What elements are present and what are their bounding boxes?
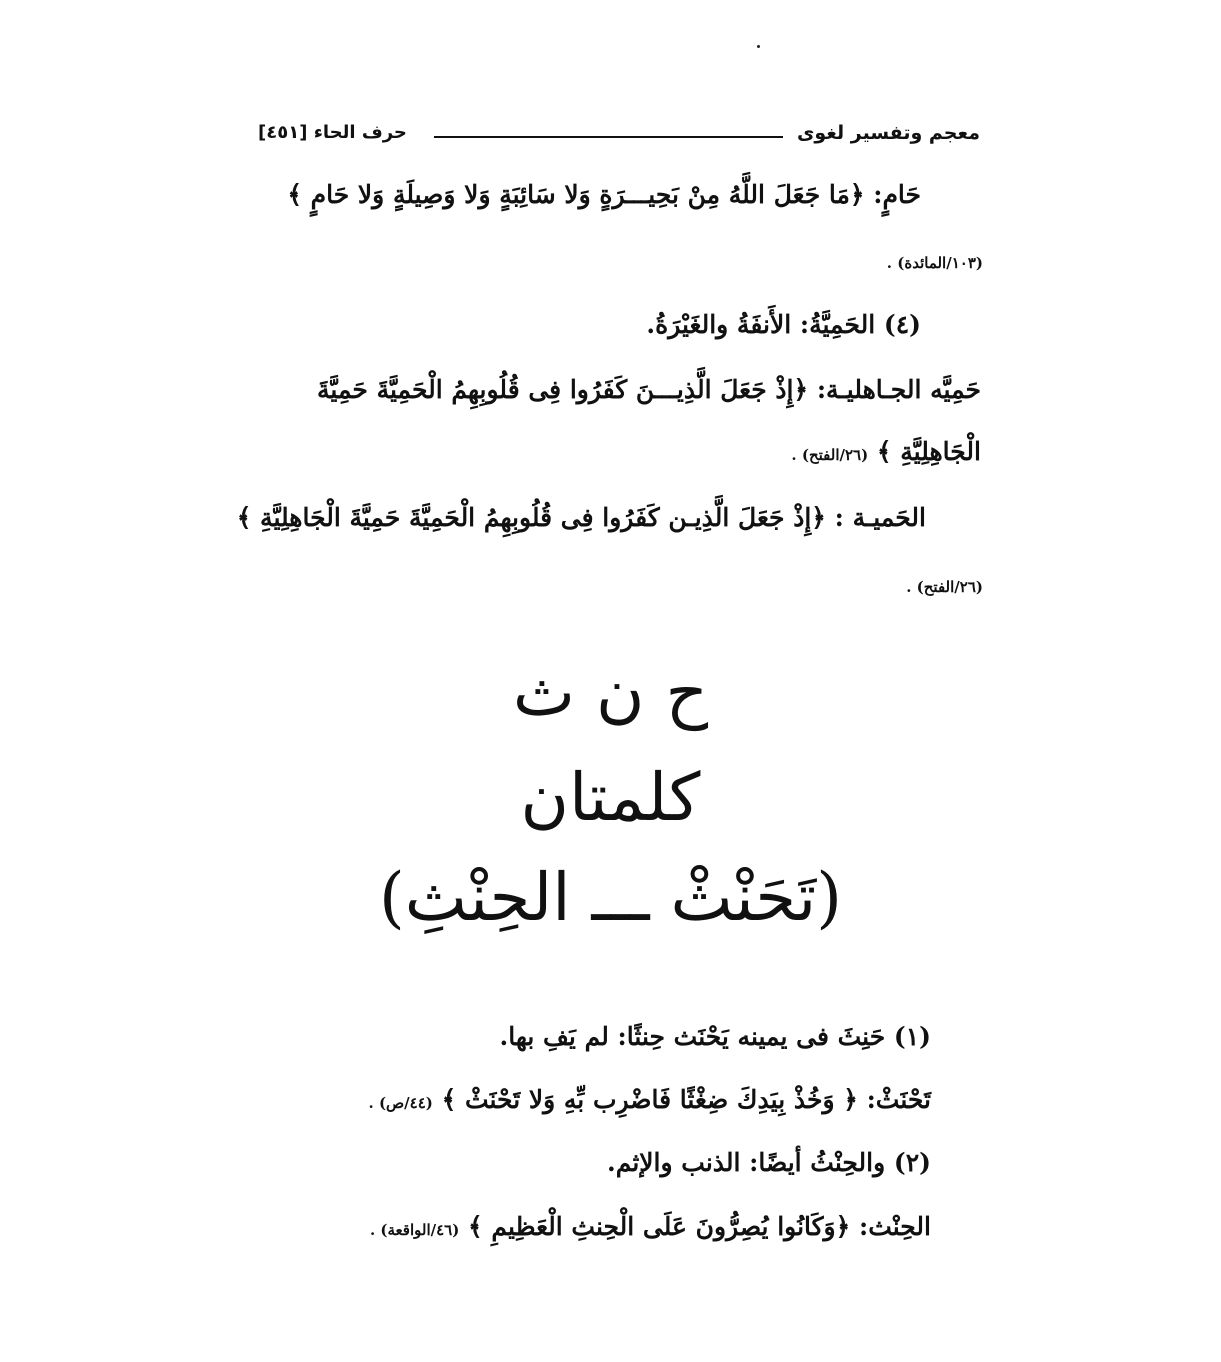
entry-al-hamiyya-ref: (٢٦/الفتح) . <box>906 578 983 596</box>
entry-al-hamiyya: الحَميـة : ﴿إِذْ جَعَلَ الَّذِيـن كَفَرُوا فِى قُلُوبِهِمُ الْحَمِيَّةَ حَمِيَّةَ الْجَاهِلِيَّةِ ﴾ <box>236 503 926 532</box>
scan-speck <box>757 45 760 48</box>
entry-ham-ref: (١٠٣/المائدة) . <box>886 254 983 272</box>
words-heading: (تَحَنْثْ ـــ الحِنْثِ) <box>379 859 842 936</box>
word-count-heading: كلمتان <box>520 759 701 836</box>
entry-tahnath <box>369 1085 932 1114</box>
entry-ham-text: حَامٍ: ﴿مَا جَعَلَ اللَّهُ مِنْ بَحِيـــرَةٍ وَلا سَائِبَةٍ وَلا وَصِيلَةٍ وَلا حَامٍ ﴾ <box>287 180 921 209</box>
entry-al-hinth-text: الحِنْث: ﴿وَكَانُوا يُصِرُّونَ عَلَى الْحِنثِ الْعَظِيمِ ﴾ <box>468 1212 931 1241</box>
entry-ham <box>287 180 921 209</box>
root-letters: ح ن ث <box>512 654 709 731</box>
definition-hinth: (٢) والحِنْثُ أيضًا: الذنب والإثم. <box>607 1148 931 1177</box>
page-header <box>258 122 980 152</box>
definition-hamiyya: (٤) الحَمِيَّةُ: الأَنفَةُ والغَيْرَةُ. <box>646 310 921 339</box>
entry-tahnath-text: تَحْنَثْ: ﴿ وَخُذْ بِيَدِكَ ضِغْثًا فَاضْرِب بِّهِ وَلا تَحْنَثْ ﴾ <box>441 1085 931 1114</box>
header-rule <box>434 136 783 138</box>
entry-hamiyya-jahiliyya-ref: (٢٦/الفتح) . <box>791 446 869 464</box>
header-chapter-page: حرف الحاء [٤٥١] <box>258 122 407 143</box>
entry-hamiyya-jahiliyya-1: حَمِيَّه الجـاهليـة: ﴿إِذْ جَعَلَ الَّذِيـــنَ كَفَرُوا فِى قُلُوبِهِمُ الْحَمِيَّةَ حَمِيَّةَ <box>317 375 981 404</box>
entry-al-hinth-ref: (٤٦/الواقعة) . <box>369 1221 460 1239</box>
header-book-title: معجم وتفسير لغوى <box>796 122 980 144</box>
entry-tahnath-ref: (٤٤/ص) . <box>368 1094 433 1112</box>
entry-hamiyya-jahiliyya-text: الْجَاهِلِيَّةِ ﴾ <box>876 437 981 466</box>
entry-hamiyya-jahiliyya-2 <box>791 437 981 466</box>
entry-al-hinth <box>370 1212 931 1241</box>
definition-hanith: (١) حَنِثَ فى يمينه يَحْنَث حِنثًا: لم يَفِ بها. <box>499 1022 931 1051</box>
